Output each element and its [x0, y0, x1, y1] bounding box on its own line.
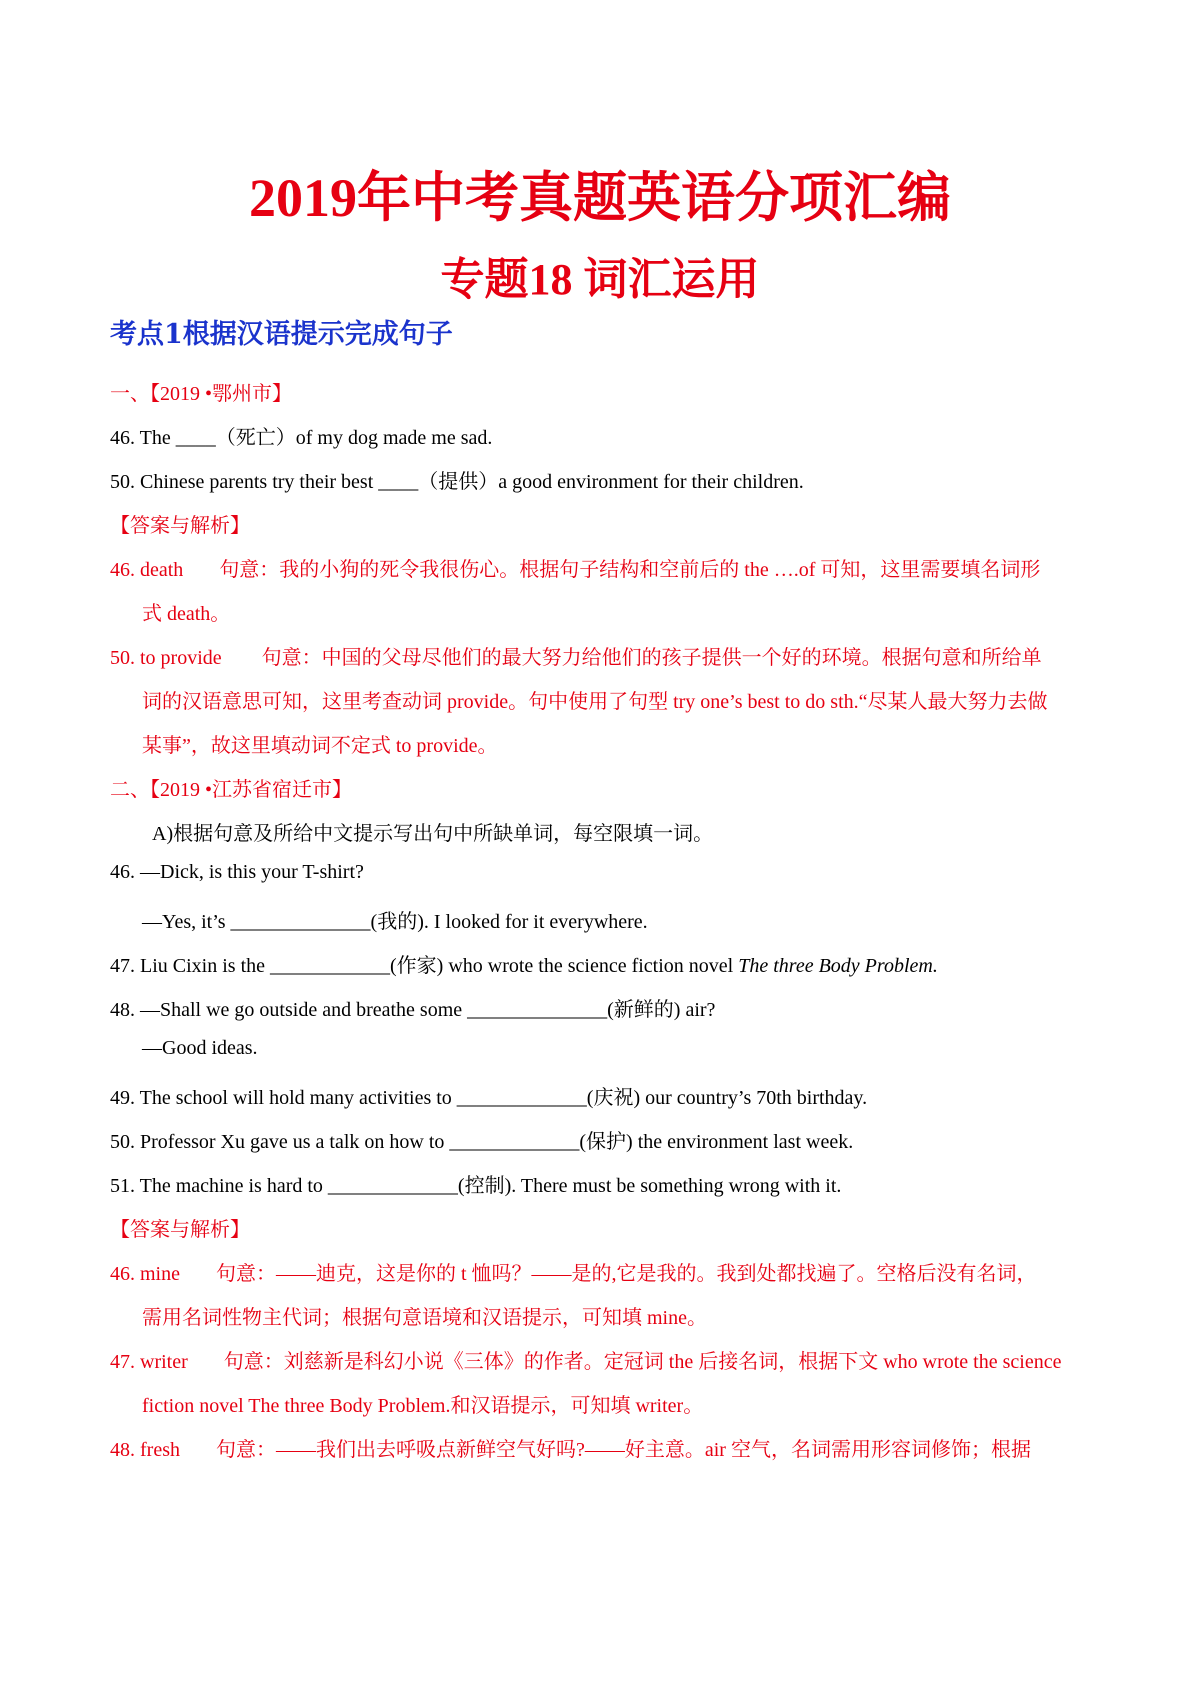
answer-heading: 【答案与解析】	[110, 1219, 250, 1241]
question-46: 46. —Dick, is this your T-shirt?	[110, 861, 364, 883]
answer-explanation: 句意：中国的父母尽他们的最大努力给他们的孩子提供一个好的环境。根据句意和所给单	[261, 647, 1042, 669]
question-47	[110, 949, 938, 978]
question-48: 48. —Shall we go outside and breathe some ______________(新鲜的) air?	[110, 999, 716, 1021]
answer-46	[110, 553, 1040, 582]
question-49: 49. The school will hold many activities to _____________(庆祝) our country’s 70th birthday.	[110, 1087, 868, 1109]
answer-number: 46. mine	[110, 1263, 180, 1285]
answer-50	[110, 641, 1042, 670]
part2-instruction: A)根据句意及所给中文提示写出句中所缺单词，每空限填一词。	[152, 823, 714, 845]
answer-46	[110, 1257, 1037, 1286]
question-51: 51. The machine is hard to _____________(控制). There must be something wrong with it.	[110, 1175, 842, 1197]
answer-number: 50. to provide	[110, 647, 222, 669]
question-text: 47. Liu Cixin is the ____________(作家) who wrote the science fiction novel	[110, 955, 739, 977]
book-title: The three Body Problem.	[738, 955, 938, 977]
part2-heading: 二、【2019 •江苏省宿迁市】	[110, 779, 353, 801]
page-subtitle: 专题18 词汇运用	[440, 255, 760, 304]
page-title: 2019年中考真题英语分项汇编	[249, 168, 951, 228]
answer-heading: 【答案与解析】	[110, 515, 250, 537]
question-50: 50. Professor Xu gave us a talk on how to _____________(保护) the environment last week.	[110, 1131, 854, 1153]
answer-46-cont: 需用名词性物主代词；根据句意语境和汉语提示，可知填 mine。	[142, 1307, 707, 1329]
answer-number: 46. death	[110, 559, 184, 581]
section-heading: 考点1根据汉语提示完成句子	[110, 319, 453, 350]
answer-number: 47. writer	[110, 1351, 188, 1373]
answer-explanation: 句意：刘慈新是科幻小说《三体》的作者。定冠词 the 后接名词，根据下文 who wrote the science	[223, 1351, 1062, 1373]
answer-50-cont: 词的汉语意思可知，这里考查动词 provide。句中使用了句型 try one’s best to do sth.“尽某人最大努力去做	[142, 691, 1048, 713]
answer-explanation: 句意：——迪克，这是你的 t 恤吗？——是的,它是我的。我到处都找遍了。空格后没有名词，	[216, 1263, 1037, 1285]
question-50: 50. Chinese parents try their best ____（提供）a good environment for their children.	[110, 471, 804, 493]
answer-46-cont: 式 death。	[142, 603, 231, 625]
answer-50-cont2: 某事”，故这里填动词不定式 to provide。	[142, 735, 498, 757]
part1-heading: 一、【2019 •鄂州市】	[110, 383, 293, 405]
answer-47-cont: fiction novel The three Body Problem.和汉语提示，可知填 writer。	[142, 1395, 704, 1417]
answer-47	[110, 1345, 1061, 1374]
question-48-reply: —Good ideas.	[142, 1037, 258, 1059]
answer-explanation: 句意：我的小狗的死令我很伤心。根据句子结构和空前后的 the ….of 可知，这里需要填名词形	[219, 559, 1041, 581]
question-46: 46. The ____（死亡）of my dog made me sad.	[110, 427, 493, 449]
question-46-reply: —Yes, it’s ______________(我的). I looked for it everywhere.	[142, 911, 648, 933]
answer-number: 48. fresh	[110, 1439, 180, 1461]
answer-48	[110, 1433, 1031, 1462]
answer-explanation: 句意：——我们出去呼吸点新鲜空气好吗?——好主意。air 空气，名词需用形容词修饰；根据	[215, 1439, 1031, 1461]
